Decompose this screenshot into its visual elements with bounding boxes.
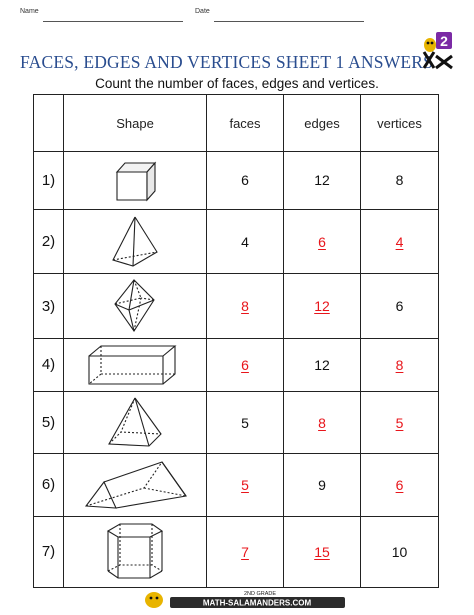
- col-faces-header: faces: [207, 95, 284, 152]
- shape-cell: [64, 516, 207, 587]
- salamander-head-icon: [424, 38, 436, 52]
- table-row: [34, 516, 439, 587]
- row-number: 4): [34, 338, 64, 391]
- shape-cell: [64, 274, 207, 339]
- faces-answer: 7: [207, 516, 284, 587]
- edges-value: 9: [284, 454, 361, 516]
- name-line: [20, 8, 39, 15]
- triangular-prism-icon: [80, 458, 190, 512]
- table-row: [34, 454, 439, 516]
- shape-cell: [64, 152, 207, 210]
- date-label: Date: [195, 8, 210, 15]
- triangular-pyramid-icon: [105, 214, 165, 270]
- row-number: 5): [34, 392, 64, 454]
- date-rule: [214, 21, 364, 22]
- row-number: 6): [34, 454, 64, 516]
- edges-value: 12: [284, 338, 361, 391]
- answers-table: [33, 94, 439, 588]
- square-pyramid-icon: [103, 396, 167, 450]
- instructions: Count the number of faces, edges and vertices.: [95, 76, 379, 91]
- footer-site: MATH-SALAMANDERS.COM: [202, 598, 312, 608]
- edges-answer: 6: [284, 209, 361, 274]
- cube-icon: [105, 155, 165, 205]
- date-line: [195, 8, 210, 15]
- faces-value: 5: [207, 392, 284, 454]
- grade-badge: 2: [440, 33, 448, 49]
- faces-value: 6: [207, 152, 284, 210]
- col-edges-header: edges: [284, 95, 361, 152]
- shape-cell: [64, 454, 207, 516]
- table-row: [34, 338, 439, 391]
- edges-value: 12: [284, 152, 361, 210]
- faces-answer: 8: [207, 274, 284, 339]
- table-row: [34, 392, 439, 454]
- vertices-answer: 4: [361, 209, 439, 274]
- row-number: 2): [34, 209, 64, 274]
- vertices-answer: 6: [361, 454, 439, 516]
- edges-answer: 15: [284, 516, 361, 587]
- faces-value: 4: [207, 209, 284, 274]
- vertices-answer: 5: [361, 392, 439, 454]
- edges-answer: 12: [284, 274, 361, 339]
- table-row: [34, 209, 439, 274]
- faces-answer: 5: [207, 454, 284, 516]
- page-title: FACES, EDGES AND VERTICES SHEET 1 ANSWERS: [20, 52, 434, 72]
- edges-answer: 8: [284, 392, 361, 454]
- row-number: 3): [34, 274, 64, 339]
- vertices-value: 10: [361, 516, 439, 587]
- row-number: 7): [34, 516, 64, 587]
- name-label: Name: [20, 8, 39, 15]
- col-shape-header: Shape: [64, 95, 207, 152]
- col-number-header: [34, 95, 64, 152]
- row-number: 1): [34, 152, 64, 210]
- table-header-row: [34, 95, 439, 152]
- table-row: [34, 274, 439, 339]
- vertices-value: 6: [361, 274, 439, 339]
- footer-logo: [140, 588, 350, 610]
- vertices-answer: 8: [361, 338, 439, 391]
- octahedron-icon: [105, 278, 165, 334]
- faces-answer: 6: [207, 338, 284, 391]
- pentagonal-prism-icon: [100, 521, 170, 583]
- rectangular-prism-icon: [85, 342, 185, 388]
- name-rule: [43, 21, 183, 22]
- shape-cell: [64, 392, 207, 454]
- salamander-footer-icon: [145, 592, 163, 608]
- shape-cell: [64, 338, 207, 391]
- salamander-body-icon: [424, 52, 452, 68]
- math-salamanders-logo: [418, 30, 458, 70]
- table-row: [34, 152, 439, 210]
- footer-grade: 2ND GRADE: [243, 591, 277, 597]
- shape-cell: [64, 209, 207, 274]
- col-vertices-header: vertices: [361, 95, 439, 152]
- vertices-value: 8: [361, 152, 439, 210]
